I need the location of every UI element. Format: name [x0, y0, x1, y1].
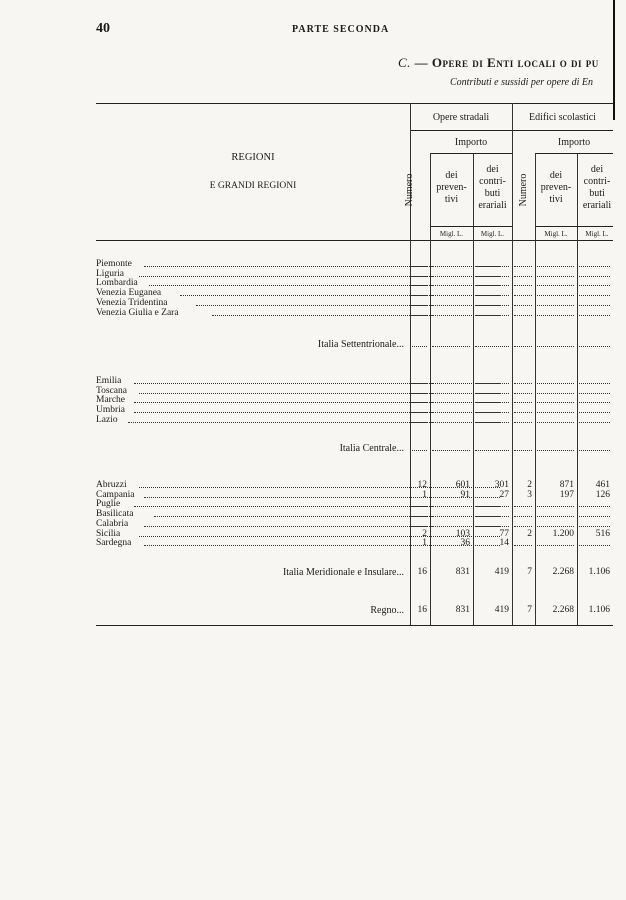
table-cell: 12 — [417, 480, 427, 490]
header-word: preven- — [540, 182, 572, 193]
empty-cell-dots — [432, 450, 470, 451]
empty-cell-dots — [579, 346, 610, 347]
empty-cell-dots — [579, 305, 610, 306]
region-name: Sicilia — [96, 528, 121, 539]
empty-cell-dots — [579, 266, 610, 267]
empty-cell-dots — [579, 545, 610, 546]
table-cell: 516 — [595, 528, 610, 539]
empty-cell-dots — [579, 295, 610, 296]
page-edge-bar — [613, 0, 615, 120]
empty-cell-dots — [432, 295, 470, 296]
header-word: buti — [589, 188, 605, 199]
empty-cell-dots — [432, 412, 470, 413]
table-cell: 831 — [455, 605, 470, 615]
empty-cell-dots — [432, 305, 470, 306]
table-cell: 301 — [494, 480, 509, 490]
empty-cell-dots — [475, 383, 509, 384]
table-cell: 831 — [455, 567, 470, 577]
region-name: Venezia Tridentina — [96, 297, 168, 308]
subtotal-label: Italia Settentrionale... — [317, 339, 404, 350]
empty-cell-dots — [475, 285, 509, 286]
empty-cell-dots — [432, 276, 470, 277]
table-cell: 2 — [527, 528, 532, 539]
col-rule — [473, 153, 474, 625]
stub-header-2: E GRANDI REGIONI — [209, 181, 297, 191]
empty-cell-dots — [432, 402, 470, 403]
region-name: Liguria — [96, 268, 124, 279]
empty-cell-dots — [537, 276, 574, 277]
unit-label: Migl. L. — [544, 230, 568, 238]
empty-cell-dots — [579, 402, 610, 403]
empty-cell-dots — [537, 545, 574, 546]
region-name: Marche — [96, 395, 126, 406]
table-cell: 77 — [499, 528, 509, 539]
empty-cell-dots — [514, 346, 532, 347]
empty-cell-dots — [412, 516, 427, 517]
empty-cell-dots — [537, 266, 574, 267]
empty-cell-dots — [475, 412, 509, 413]
empty-cell-dots — [475, 305, 509, 306]
subtotal-label: Regno... — [370, 605, 404, 616]
empty-cell-dots — [537, 285, 574, 286]
group-header-roads: Opere stradali — [432, 112, 490, 123]
table-cell: 2 — [527, 480, 532, 490]
stub-header-1: REGIONI — [231, 152, 275, 163]
table-cell: 871 — [559, 480, 574, 490]
region-name: Puglie — [96, 499, 121, 510]
col-rule — [577, 153, 578, 625]
empty-cell-dots — [514, 276, 532, 277]
header-word: preven- — [436, 182, 467, 193]
table-cell: 1 — [422, 489, 427, 500]
section-title-text: — Opere di Enti locali o di pu — [414, 55, 599, 70]
region-name: Calabria — [96, 518, 129, 529]
empty-cell-dots — [579, 422, 610, 423]
region-name: Toscana — [96, 385, 127, 396]
empty-cell-dots — [537, 295, 574, 296]
region-name: Umbria — [96, 405, 126, 416]
table-bottom-rule — [96, 625, 613, 626]
empty-cell-dots — [475, 526, 509, 527]
region-name: Piemonte — [96, 259, 132, 269]
empty-cell-dots — [412, 526, 427, 527]
numero-header-1: Numero — [404, 173, 415, 207]
header-word: tivi — [444, 194, 459, 205]
empty-cell-dots — [432, 346, 470, 347]
empty-cell-dots — [514, 422, 532, 423]
col-rule — [430, 153, 431, 625]
empty-cell-dots — [579, 393, 610, 394]
empty-cell-dots — [579, 526, 610, 527]
empty-cell-dots — [537, 402, 574, 403]
table-cell: 91 — [460, 489, 470, 500]
empty-cell-dots — [514, 305, 532, 306]
table-cell: 7 — [527, 605, 532, 615]
header-preventivi-2 — [535, 170, 577, 206]
header-word: contri- — [479, 176, 506, 187]
unit-rule-1 — [430, 226, 512, 227]
col-rule — [512, 103, 513, 625]
empty-cell-dots — [475, 266, 509, 267]
empty-cell-dots — [432, 526, 470, 527]
header-preventivi-1 — [430, 170, 473, 206]
empty-cell-dots — [579, 285, 610, 286]
section-subtitle: Contributi e sussidi per opere di En — [450, 77, 593, 88]
running-head: PARTE SECONDA — [292, 24, 390, 35]
empty-cell-dots — [432, 315, 470, 316]
empty-cell-dots — [537, 450, 574, 451]
importo-rule-1 — [430, 153, 512, 154]
unit-rule-2 — [535, 226, 613, 227]
region-name: Abruzzi — [96, 480, 127, 490]
header-word: contri- — [583, 176, 611, 187]
empty-cell-dots — [514, 383, 532, 384]
empty-cell-dots — [514, 412, 532, 413]
empty-cell-dots — [475, 346, 509, 347]
empty-cell-dots — [412, 295, 427, 296]
empty-cell-dots — [514, 450, 532, 451]
table-cell: 419 — [494, 605, 509, 615]
subtotal-label: Italia Centrale... — [339, 443, 404, 454]
empty-cell-dots — [537, 516, 574, 517]
importo-header-2: Importo — [557, 137, 591, 148]
table-cell: 14 — [499, 538, 509, 549]
empty-cell-dots — [475, 276, 509, 277]
table-cell: 2.268 — [552, 605, 574, 615]
empty-cell-dots — [412, 412, 427, 413]
importo-rule-2 — [535, 153, 613, 154]
empty-cell-dots — [432, 516, 470, 517]
empty-cell-dots — [412, 506, 427, 507]
empty-cell-dots — [475, 506, 509, 507]
empty-cell-dots — [475, 295, 509, 296]
table-cell: 2 — [422, 528, 427, 539]
header-word: dei — [486, 164, 499, 175]
table-cell: 197 — [559, 489, 574, 500]
empty-cell-dots — [579, 450, 610, 451]
table-cell: 601 — [455, 480, 470, 490]
empty-cell-dots — [432, 285, 470, 286]
numero-header-2: Numero — [518, 173, 529, 207]
empty-cell-dots — [514, 545, 532, 546]
empty-cell-dots — [475, 315, 509, 316]
empty-cell-dots — [412, 402, 427, 403]
page-number: 40 — [96, 21, 110, 36]
empty-cell-dots — [579, 383, 610, 384]
empty-cell-dots — [412, 346, 427, 347]
empty-cell-dots — [514, 516, 532, 517]
region-name: Basilicata — [96, 509, 134, 520]
header-word: buti — [484, 188, 501, 199]
empty-cell-dots — [537, 422, 574, 423]
empty-cell-dots — [475, 422, 509, 423]
region-name: Sardegna — [96, 538, 132, 549]
empty-cell-dots — [475, 393, 509, 394]
empty-cell-dots — [579, 506, 610, 507]
empty-cell-dots — [432, 506, 470, 507]
empty-cell-dots — [475, 516, 509, 517]
empty-cell-dots — [412, 305, 427, 306]
header-word: dei — [590, 164, 604, 175]
empty-cell-dots — [412, 266, 427, 267]
empty-cell-dots — [514, 266, 532, 267]
region-name: Venezia Euganea — [96, 288, 162, 299]
empty-cell-dots — [432, 383, 470, 384]
empty-cell-dots — [514, 285, 532, 286]
table-cell: 7 — [527, 567, 532, 577]
table-top-rule — [96, 103, 613, 104]
empty-cell-dots — [537, 346, 574, 347]
empty-cell-dots — [412, 315, 427, 316]
empty-cell-dots — [475, 402, 509, 403]
unit-label: Migl. L. — [480, 230, 505, 238]
header-word: erariali — [582, 200, 612, 211]
header-word: dei — [549, 170, 563, 181]
table-cell: 461 — [595, 480, 610, 490]
subtotal-label: Italia Meridionale e Insulare... — [282, 567, 404, 578]
empty-cell-dots — [514, 315, 532, 316]
col-rule — [535, 153, 536, 625]
empty-cell-dots — [537, 526, 574, 527]
table-cell: 126 — [595, 489, 610, 500]
empty-cell-dots — [579, 276, 610, 277]
empty-cell-dots — [412, 285, 427, 286]
empty-cell-dots — [475, 450, 509, 451]
header-contributi-2 — [577, 164, 617, 212]
empty-cell-dots — [412, 422, 427, 423]
header-word: tivi — [549, 194, 563, 205]
empty-cell-dots — [579, 315, 610, 316]
empty-cell-dots — [432, 393, 470, 394]
unit-label: Migl. L. — [439, 230, 464, 238]
table-cell: 1 — [422, 538, 427, 549]
empty-cell-dots — [514, 402, 532, 403]
empty-cell-dots — [432, 422, 470, 423]
empty-cell-dots — [537, 506, 574, 507]
table-cell: 16 — [417, 605, 427, 615]
empty-cell-dots — [514, 526, 532, 527]
header-word: dei — [445, 170, 458, 181]
table-cell: 1.106 — [588, 567, 610, 577]
table-cell: 3 — [527, 489, 532, 500]
empty-cell-dots — [514, 393, 532, 394]
table-cell: 36 — [460, 538, 470, 549]
empty-cell-dots — [514, 295, 532, 296]
header-contributi-1 — [473, 164, 512, 212]
table-cell: 103 — [455, 528, 470, 539]
header-word: erariali — [478, 200, 507, 211]
region-name: Emilia — [96, 376, 122, 386]
section-letter: C. — [398, 55, 411, 70]
group-header-schools: Edifici scolastici — [529, 112, 596, 123]
table-cell: 1.106 — [588, 605, 610, 615]
empty-cell-dots — [412, 276, 427, 277]
region-name: Lombardia — [96, 278, 138, 289]
empty-cell-dots — [432, 266, 470, 267]
region-name: Lazio — [96, 414, 118, 425]
region-name: Venezia Giulia e Zara — [96, 307, 179, 318]
region-name: Campania — [96, 489, 135, 500]
empty-cell-dots — [579, 412, 610, 413]
importo-header-1: Importo — [454, 137, 488, 148]
unit-label: Migl. L. — [585, 230, 609, 238]
empty-cell-dots — [537, 412, 574, 413]
empty-cell-dots — [412, 383, 427, 384]
empty-cell-dots — [514, 506, 532, 507]
empty-cell-dots — [579, 516, 610, 517]
empty-cell-dots — [537, 393, 574, 394]
table-cell: 1.200 — [552, 528, 574, 539]
table-cell: 16 — [417, 567, 427, 577]
table-cell: 2.268 — [552, 567, 574, 577]
empty-cell-dots — [412, 393, 427, 394]
empty-cell-dots — [412, 450, 427, 451]
empty-cell-dots — [537, 383, 574, 384]
table-cell: 419 — [494, 567, 509, 577]
table-cell: 27 — [499, 489, 509, 500]
empty-cell-dots — [537, 305, 574, 306]
empty-cell-dots — [537, 315, 574, 316]
section-title — [398, 55, 599, 71]
